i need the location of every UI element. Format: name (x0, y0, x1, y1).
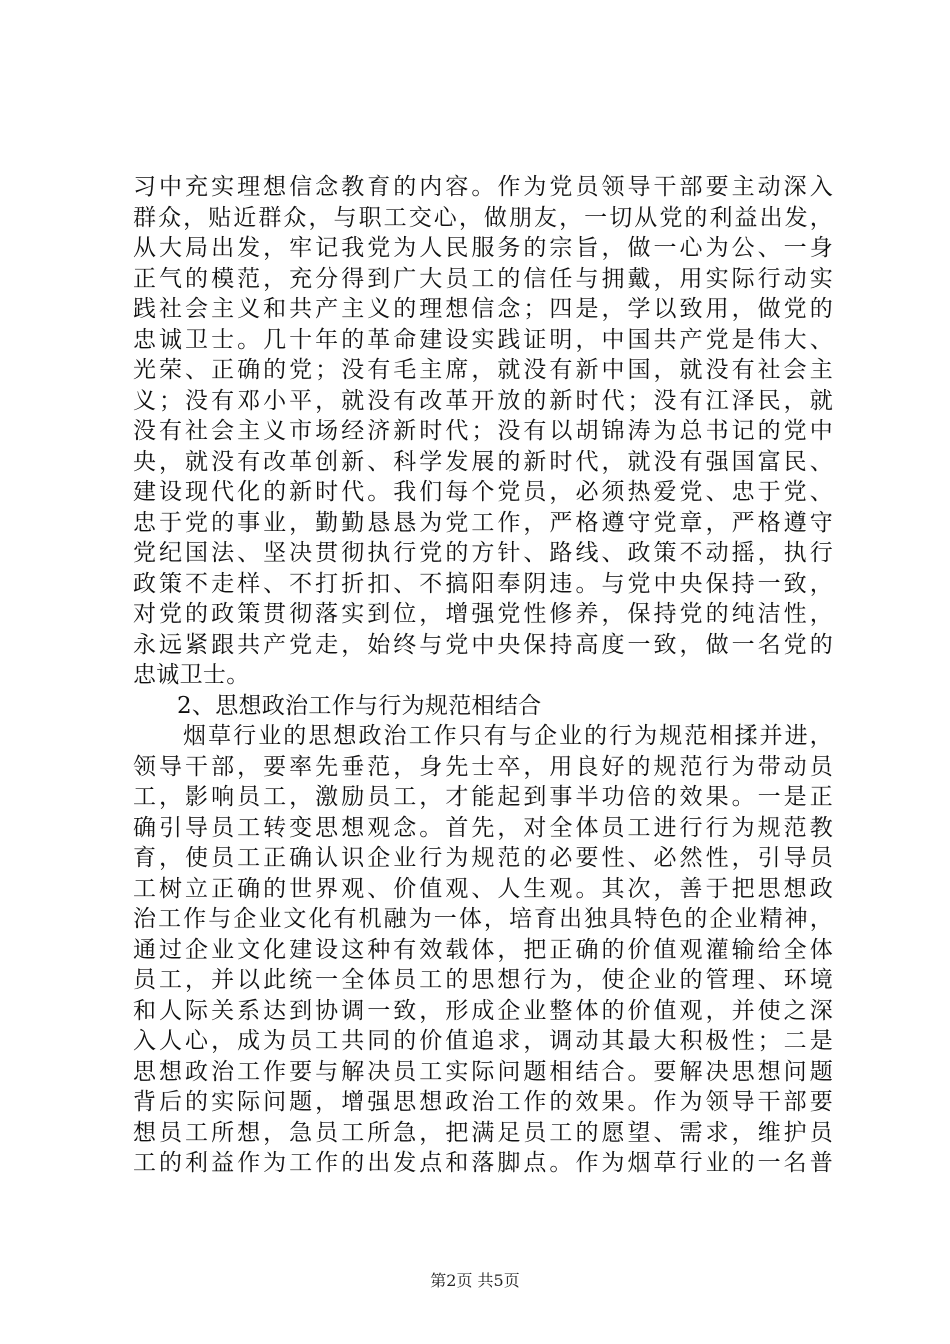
text-line: 育，使员工正确认识企业行为规范的必要性、必然性，引导员 (133, 845, 833, 871)
paragraph-first-line: 烟草行业的思想政治工作只有与企业的行为规范相揉并进， (183, 723, 833, 749)
paragraph-end-line: 忠诚卫士。 (133, 662, 250, 688)
text-line: 践社会主义和共产主义的理想信念；四是，学以致用，做党的 (133, 296, 833, 322)
text-line: 从大局出发，牢记我党为人民服务的宗旨，做一心为公、一身 (133, 235, 833, 261)
text-line: 群众，贴近群众，与职工交心，做朋友，一切从党的利益出发， (133, 204, 833, 231)
text-line: 入人心，成为员工共同的价值追求，调动其最大积极性；二是 (133, 1028, 833, 1054)
text-line: 工的利益作为工作的出发点和落脚点。作为烟草行业的一名普 (133, 1150, 833, 1176)
text-line: 没有社会主义市场经济新时代；没有以胡锦涛为总书记的党中 (133, 418, 833, 444)
text-line: 工，影响员工，激励员工，才能起到事半功倍的效果。一是正 (133, 784, 833, 810)
text-line: 员工，并以此统一全体员工的思想行为，使企业的管理、环境 (133, 967, 833, 993)
section-heading: 2、思想政治工作与行为规范相结合 (177, 692, 542, 719)
text-line: 领导干部，要率先垂范，身先士卒，用良好的规范行为带动员 (133, 753, 833, 780)
page-number-footer: 第2页 共5页 (430, 1271, 520, 1290)
text-line: 光荣、正确的党；没有毛主席，就没有新中国，就没有社会主 (133, 357, 833, 383)
text-line: 和人际关系达到协调一致，形成企业整体的价值观，并使之深 (133, 997, 833, 1024)
text-line: 永远紧跟共产党走，始终与党中央保持高度一致，做一名党的 (133, 631, 833, 658)
text-line: 义；没有邓小平，就没有改革开放的新时代；没有江泽民，就 (133, 387, 833, 414)
text-line: 建设现代化的新时代。我们每个党员，必须热爱党、忠于党、 (133, 479, 833, 505)
text-line: 确引导员工转变思想观念。首先，对全体员工进行行为规范教 (133, 814, 833, 841)
text-line: 忠于党的事业，勤勤恳恳为党工作，严格遵守党章，严格遵守 (133, 509, 833, 536)
document-body (133, 172, 833, 1179)
text-line: 习中充实理想信念教育的内容。作为党员领导干部要主动深入 (133, 174, 833, 200)
text-line: 想员工所想，急员工所急，把满足员工的愿望、需求，维护员 (133, 1119, 833, 1146)
text-line: 治工作与企业文化有机融为一体，培育出独具特色的企业精神， (133, 906, 833, 932)
text-line: 央，就没有改革创新、科学发展的新时代，就没有强国富民、 (133, 448, 833, 475)
text-line: 忠诚卫士。几十年的革命建设实践证明，中国共产党是伟大、 (133, 326, 833, 353)
text-line: 背后的实际问题，增强思想政治工作的效果。作为领导干部要 (133, 1089, 833, 1115)
text-line: 政策不走样、不打折扣、不搞阳奉阴违。与党中央保持一致， (133, 570, 833, 597)
text-line: 正气的模范，充分得到广大员工的信任与拥戴，用实际行动实 (133, 265, 833, 292)
text-line: 党纪国法、坚决贯彻执行党的方针、路线、政策不动摇，执行 (133, 540, 833, 566)
text-line: 对党的政策贯彻落实到位，增强党性修养，保持党的纯洁性， (133, 601, 833, 627)
text-line: 思想政治工作要与解决员工实际问题相结合。要解决思想问题 (133, 1058, 833, 1085)
text-line: 工树立正确的世界观、价值观、人生观。其次，善于把思想政 (133, 875, 833, 902)
text-line: 通过企业文化建设这种有效载体，把正确的价值观灌输给全体 (133, 936, 833, 963)
